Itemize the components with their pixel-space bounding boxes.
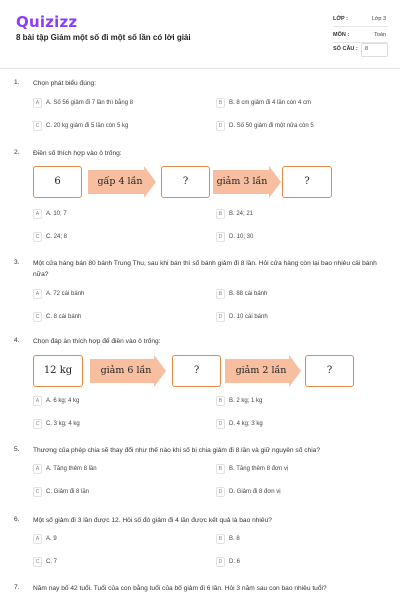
option-letter: B — [216, 396, 225, 406]
option-text: B. Tăng thêm 8 đơn vị — [229, 466, 289, 472]
option-text: B. 24; 21 — [229, 211, 254, 217]
option-text: A. 72 cái bánh — [46, 291, 85, 297]
question-number: 3. — [14, 259, 20, 266]
option-text: C. 20 kg giảm đi 5 lần còn 5 kg — [46, 123, 129, 129]
option-text: A. Tăng thêm 8 lần — [46, 466, 97, 472]
option-text: D. 6 — [229, 559, 241, 565]
meta-subject-label: MÔN : — [333, 32, 350, 38]
meta-question-count — [333, 43, 388, 57]
option-text: C. 8 cái bánh — [46, 314, 82, 320]
q4-option-c[interactable] — [33, 419, 80, 431]
question-text: Điền số thích hợp vào ô trống: — [33, 150, 122, 157]
option-letter: D — [216, 557, 225, 567]
q6-option-d[interactable] — [216, 557, 240, 569]
q5-option-c[interactable] — [33, 487, 89, 499]
diagram-box: ? — [282, 166, 332, 198]
q1-option-a[interactable] — [33, 98, 133, 110]
arrow-label: gấp 4 lần — [97, 176, 143, 187]
diagram-box: 12 kg — [33, 355, 83, 387]
option-letter: D — [216, 232, 225, 242]
option-letter: D — [216, 121, 225, 131]
question-number: 1. — [14, 79, 20, 86]
q6-option-a[interactable] — [33, 534, 57, 546]
q6-option-c[interactable] — [33, 557, 57, 569]
diagram-arrow — [90, 359, 166, 383]
question-number: 4. — [14, 337, 20, 344]
option-text: D. 10 cái bánh — [229, 314, 268, 320]
question-number: 6. — [14, 516, 20, 523]
q2-option-d[interactable] — [216, 232, 253, 244]
arrow-label: giảm 6 lần — [100, 365, 152, 376]
meta-grade — [333, 13, 388, 27]
option-letter: B — [216, 289, 225, 299]
option-text: A. 10; 7 — [46, 211, 67, 217]
question-number: 7. — [14, 584, 20, 591]
option-text: B. 88 cái bánh — [229, 291, 268, 297]
option-letter: C — [33, 121, 42, 131]
option-text: D. Giảm đi 8 đơn vị — [229, 489, 281, 495]
option-letter: D — [216, 312, 225, 322]
question-text: Năm nay bố 42 tuổi. Tuổi của con bằng tuổi của bố giảm đi 6 lần. Hỏi 3 năm sau con bao nhiêu tuổi? — [33, 585, 327, 592]
diagram-box: ? — [305, 355, 354, 387]
q5-option-a[interactable] — [33, 464, 97, 476]
q2-option-b[interactable] — [216, 209, 253, 221]
q1-option-d[interactable] — [216, 121, 314, 133]
q1-option-c[interactable] — [33, 121, 128, 133]
diagram-arrow — [213, 170, 281, 194]
option-letter: B — [216, 464, 225, 474]
meta-count-value: 8 — [365, 46, 369, 52]
option-letter: B — [216, 209, 225, 219]
option-text: C. 7 — [46, 559, 58, 565]
option-letter: C — [33, 487, 42, 497]
option-text: B. 8 cm giảm đi 4 lần còn 4 cm — [229, 100, 312, 106]
quizizz-logo: Quizizz — [16, 13, 78, 31]
q4-diagram — [33, 355, 353, 387]
option-letter: A — [33, 534, 42, 544]
option-letter: B — [216, 534, 225, 544]
arrow-label: giảm 2 lần — [235, 365, 287, 376]
q6-option-b[interactable] — [216, 534, 240, 546]
meta-grade-label: LỚP : — [333, 16, 348, 22]
option-letter: A — [33, 98, 42, 108]
q4-option-d[interactable] — [216, 419, 263, 431]
option-letter: A — [33, 464, 42, 474]
option-text: C. 3 kg; 4 kg — [46, 421, 80, 427]
question-text: Một cửa hàng bán 80 bánh Trung Thu, sau khi bán thì số bánh giảm đi 8 lần. Hỏi cửa hàng còn lại bao nhiêu cái bánh nữa? — [33, 260, 377, 278]
question-text: Thương của phép chia sẽ thay đổi như thế nào khi số bị chia giảm đi 8 lần và giữ nguyên số chia? — [33, 447, 320, 454]
option-text: A. Số 56 giảm đi 7 lần thì bằng 8 — [46, 100, 134, 106]
q1-option-b[interactable] — [216, 98, 311, 110]
meta-count-label: SỐ CÂU : — [333, 46, 358, 52]
option-letter: C — [33, 419, 42, 429]
option-text: B. 8 — [229, 536, 240, 542]
q2-option-c[interactable] — [33, 232, 67, 244]
q5-option-d[interactable] — [216, 487, 281, 499]
option-letter: D — [216, 419, 225, 429]
option-letter: A — [33, 396, 42, 406]
option-letter: B — [216, 98, 225, 108]
meta-subject-value: Toán — [374, 32, 386, 38]
diagram-arrow — [88, 170, 156, 194]
option-text: A. 9 — [46, 536, 57, 542]
option-letter: A — [33, 209, 42, 219]
diagram-box: ? — [161, 166, 210, 198]
worksheet-header — [0, 0, 400, 70]
option-text: C. 24; 8 — [46, 234, 68, 240]
question-number: 2. — [14, 149, 20, 156]
arrow-label: giảm 3 lần — [216, 176, 268, 187]
diagram-box: 6 — [33, 166, 82, 198]
option-text: D. 4 kg; 3 kg — [229, 421, 263, 427]
q5-option-b[interactable] — [216, 464, 288, 476]
diagram-box: ? — [172, 355, 221, 387]
meta-grade-value: Lớp 3 — [371, 16, 386, 22]
q3-option-d[interactable] — [216, 312, 268, 324]
option-text: C. Giảm đi 8 lần — [46, 489, 90, 495]
q2-option-a[interactable] — [33, 209, 67, 221]
question-number: 5. — [14, 446, 20, 453]
option-letter: C — [33, 557, 42, 567]
question-text: Chọn đáp án thích hợp để điền vào ô trống: — [33, 338, 161, 345]
question-text: Một số giảm đi 3 lần được 12. Hỏi số đó giảm đi 4 lần được kết quả là bao nhiêu? — [33, 517, 272, 524]
q2-diagram — [33, 166, 343, 198]
q3-option-b[interactable] — [216, 289, 267, 301]
q4-option-b[interactable] — [216, 396, 262, 408]
meta-subject — [333, 29, 388, 43]
option-letter: A — [33, 289, 42, 299]
q4-option-a[interactable] — [33, 396, 79, 408]
option-letter: D — [216, 487, 225, 497]
worksheet-title: 8 bài tập Giảm một số đi một số lần có lời giải — [16, 33, 191, 42]
option-letter: C — [33, 232, 42, 242]
option-text: A. 6 kg; 4 kg — [46, 398, 80, 404]
question-text: Chọn phát biểu đúng: — [33, 80, 97, 87]
option-text: D. 10; 30 — [229, 234, 254, 240]
option-text: D. Số 50 giảm đi một nửa còn 5 — [229, 123, 314, 129]
q3-option-c[interactable] — [33, 312, 81, 324]
q3-option-a[interactable] — [33, 289, 84, 301]
diagram-arrow — [225, 359, 301, 383]
option-letter: C — [33, 312, 42, 322]
header-divider — [0, 68, 400, 69]
option-text: B. 2 kg; 1 kg — [229, 398, 263, 404]
